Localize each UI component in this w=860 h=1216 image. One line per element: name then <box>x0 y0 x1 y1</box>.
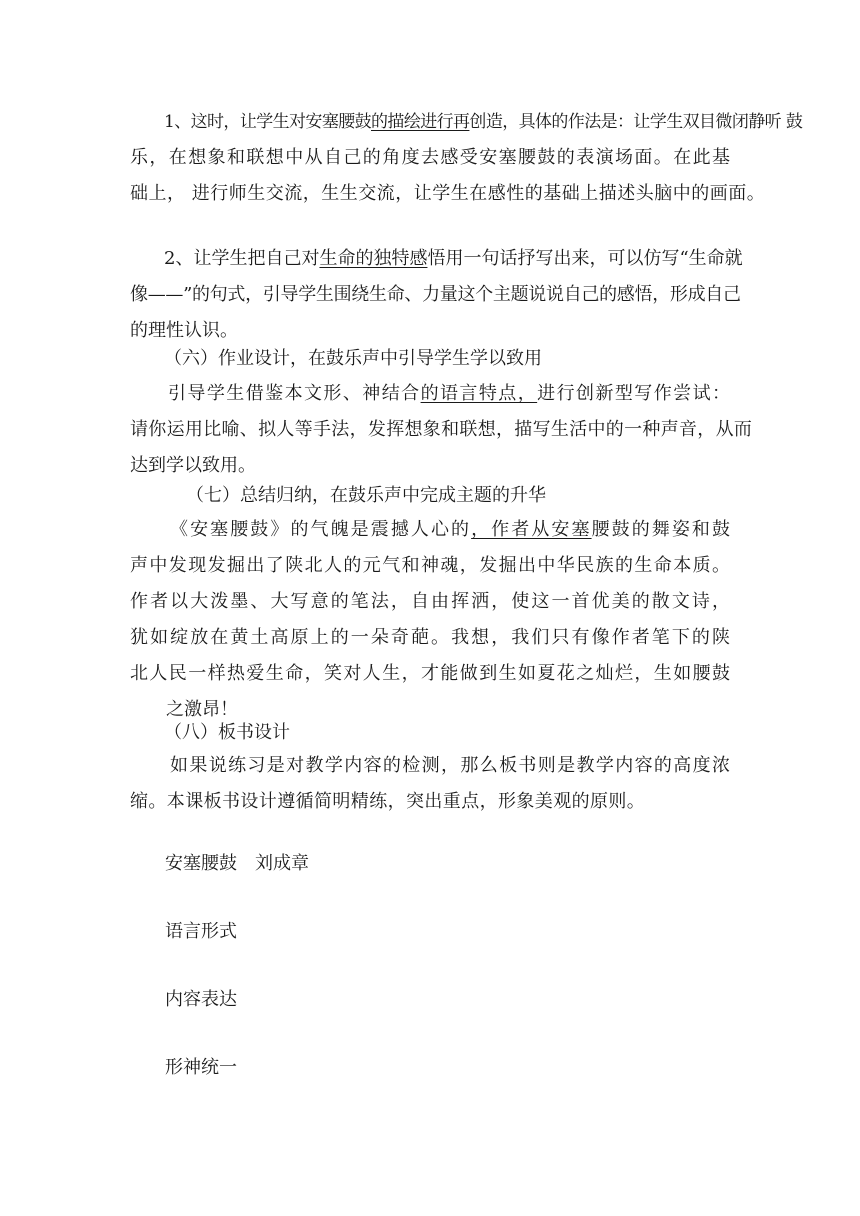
paragraph-line: 犹如绽放在黄土高原上的一朵奇葩。我想，我们只有像作者笔下的陕 <box>130 627 730 648</box>
paragraph-line: 像——”的句式，引导学生围绕生命、力量这个主题说说自己的感悟，形成自己 <box>130 284 741 305</box>
paragraph-line: 请你运用比喻、拟人等手法，发挥想象和联想，描写生活中的一种声音，从而 <box>130 419 753 440</box>
paragraph-6 <box>130 376 753 484</box>
paragraph-line: 2、让学生把自己对生命的独特感悟用一句话抒写出来，可以仿写“生命就 <box>164 248 743 269</box>
underlined-text: 的描绘进行再 <box>371 112 470 132</box>
paragraph-line: 之激昂！ <box>166 699 238 720</box>
paragraph-line: 作者以大泼墨、大写意的笔法，自由挥洒，使这一首优美的散文诗， <box>130 591 730 612</box>
underlined-text: 生命的独特感 <box>319 248 428 269</box>
paragraph-line: 引导学生借鉴本文形、神结合的语言特点，进行创新型写作尝试： <box>168 383 731 404</box>
paragraph-line: 乐，在想象和联想中从自己的角度去感受安塞腰鼓的表演场面。在此基 <box>130 147 730 168</box>
section-heading-7: （七）总结归纳，在鼓乐声中完成主题的升华 <box>186 485 546 506</box>
paragraph-line: 《安塞腰鼓》的气魄是震撼人心的，作者从安塞腰鼓的舞姿和鼓 <box>170 519 731 540</box>
section-heading-8: （八）板书设计 <box>164 722 290 743</box>
board-item-form-spirit-unity: 形神统一 <box>165 1057 237 1078</box>
section-heading-6: （六）作业设计，在鼓乐声中引导学生学以致用 <box>164 348 542 369</box>
board-item-language-form: 语言形式 <box>165 921 237 942</box>
paragraph-line: 缩。本课板书设计遵循简明精练，突出重点，形象美观的原则。 <box>130 791 646 812</box>
paragraph-line: 的理性认识。 <box>130 320 238 341</box>
paragraph-line: 1、这时，让学生对安塞腰鼓的描绘进行再创造，具体的作法是：让学生双目微闭静听 鼓 <box>164 112 803 132</box>
underlined-text: 的语言特点， <box>420 383 538 404</box>
board-author: 刘成章 <box>255 853 309 874</box>
board-title-line <box>165 852 309 876</box>
board-item-content-expression: 内容表达 <box>165 989 237 1010</box>
paragraph-line: 如果说练习是对教学内容的检测，那么板书则是教学内容的高度浓 <box>170 755 730 776</box>
board-title: 安塞腰鼓 <box>165 853 237 874</box>
paragraph-line: 达到学以致用。 <box>130 455 256 476</box>
paragraph-2 <box>130 241 743 349</box>
paragraph-line: 声中发现发掘出了陕北人的元气和神魂，发掘出中华民族的生命本质。 <box>130 555 730 576</box>
underlined-text: ，作者从安塞 <box>471 519 592 540</box>
paragraph-1 <box>130 104 803 212</box>
paragraph-line: 础上， 进行师生交流，生生交流，让学生在感性的基础上描述头脑中的画面。 <box>130 183 766 204</box>
paragraph-line: 北人民一样热爱生命，笑对人生，才能做到生如夏花之灿烂，生如腰鼓 <box>130 663 730 684</box>
paragraph-7 <box>130 512 730 728</box>
paragraph-8 <box>130 748 730 820</box>
